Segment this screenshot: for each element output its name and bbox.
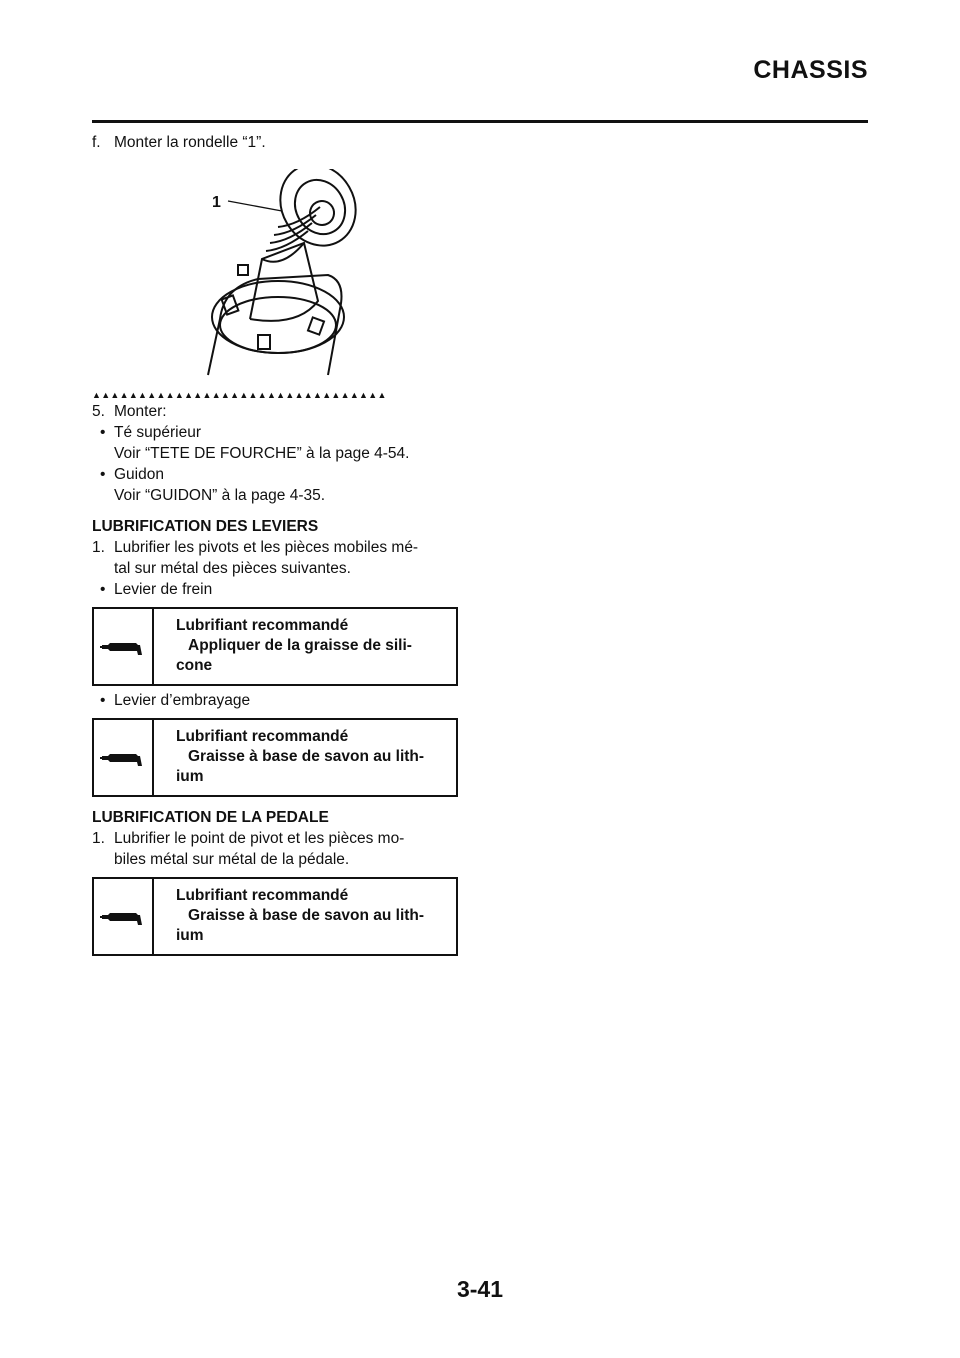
bullet-label: Levier d’embrayage (114, 692, 251, 709)
step-number: 5. (92, 403, 105, 420)
lubricant-value: Graisse à base de savon au lith- (188, 748, 425, 765)
page-reference (92, 443, 460, 464)
lubricant-text (154, 879, 456, 954)
bullet-dot: • (100, 424, 106, 441)
header-rule (92, 120, 868, 123)
step-line: biles métal sur métal de la pédale. (114, 851, 350, 868)
step-5 (92, 401, 460, 422)
lubricant-text (154, 609, 456, 684)
fork-washer-drawing (178, 169, 378, 379)
step-f (92, 132, 460, 153)
lubricant-title: Lubrifiant recommandé (176, 887, 349, 904)
bullet-dot: • (100, 692, 106, 709)
lubricant-box (92, 607, 458, 686)
grease-gun-icon (94, 720, 154, 795)
step-text (114, 828, 460, 870)
grease-gun-icon (94, 609, 154, 684)
bullet-label: Levier de frein (114, 581, 213, 598)
page-reference (92, 485, 460, 506)
bullet-item (92, 422, 460, 443)
reference-text: Voir “TETE DE FOURCHE” à la page 4-54. (114, 445, 410, 462)
step-line: tal sur métal des pièces suivantes. (114, 560, 351, 577)
pedal-step-1 (92, 828, 460, 870)
lubricant-value-cont: ium (176, 768, 204, 785)
levers-step-1 (92, 537, 460, 579)
step-text: Monter la rondelle “1”. (114, 134, 266, 151)
step-text (114, 537, 460, 579)
section-title-pedal: LUBRIFICATION DE LA PEDALE (92, 809, 329, 826)
callout-label: 1 (212, 194, 221, 211)
grease-gun-icon (94, 879, 154, 954)
bullet-item (92, 690, 460, 711)
reference-text: Voir “GUIDON” à la page 4-35. (114, 487, 326, 504)
lubricant-value: Graisse à base de savon au lith- (188, 907, 425, 924)
step-number: f. (92, 134, 101, 151)
page-number: 3-41 (456, 1276, 504, 1302)
lubricant-value: Appliquer de la graisse de sili- (188, 637, 412, 654)
step-text: Monter: (114, 403, 167, 420)
step-line: Lubrifier les pivots et les pièces mobiles mé- (114, 539, 419, 556)
washer-illustration (178, 169, 378, 379)
lubricant-title: Lubrifiant recommandé (176, 728, 349, 745)
step-line: Lubrifier le point de pivot et les pièces mo- (114, 830, 405, 847)
bullet-label: Guidon (114, 466, 164, 483)
page-header-title: CHASSIS (753, 56, 868, 84)
bullet-item (92, 464, 460, 485)
end-of-procedure-marker: ▲▲▲▲▲▲▲▲▲▲▲▲▲▲▲▲▲▲▲▲▲▲▲▲▲▲▲▲▲▲▲▲ (92, 390, 387, 400)
lubricant-value-cont: cone (176, 657, 213, 674)
step-number: 1. (92, 830, 105, 847)
lubricant-title: Lubrifiant recommandé (176, 617, 349, 634)
bullet-dot: • (100, 581, 106, 598)
step-number: 1. (92, 539, 105, 556)
lubricant-value-cont: ium (176, 927, 204, 944)
lubricant-box (92, 877, 458, 956)
lubricant-text (154, 720, 456, 795)
lubricant-box (92, 718, 458, 797)
content-column (92, 132, 460, 960)
bullet-item (92, 579, 460, 600)
section-title-levers: LUBRIFICATION DES LEVIERS (92, 518, 319, 535)
bullet-dot: • (100, 466, 106, 483)
bullet-label: Té supérieur (114, 424, 202, 441)
